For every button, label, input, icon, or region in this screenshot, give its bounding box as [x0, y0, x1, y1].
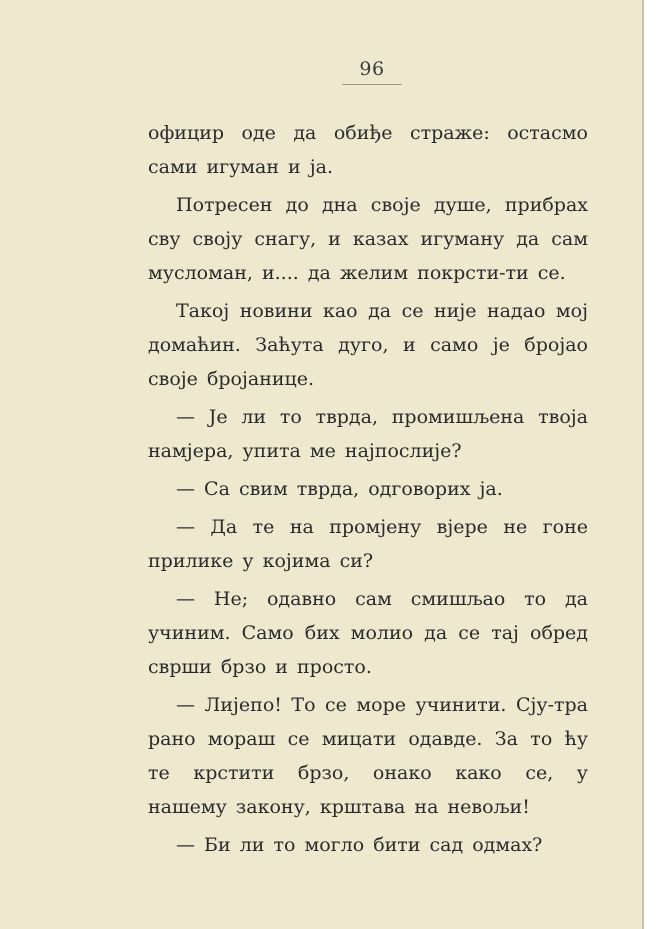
paragraph-4: — Је ли то тврда, промишљена твоја намјера, упита ме најпослије? — [148, 406, 588, 462]
page-number: 96 — [330, 58, 414, 85]
page-edge — [642, 0, 658, 929]
paragraph-5: — Са свим тврда, одговорих ја. — [176, 478, 503, 500]
paragraph-7: — Не; одавно сам смишљао то да учиним. Само бих молио да се тај обред сврши брзо и просто. — [148, 588, 588, 678]
paragraph-1: официр оде да обиђе страже: остасмо сами игуман и ја. — [148, 122, 588, 178]
paragraph-6: — Да те на промјену вјере не гоне прилике у којима си? — [148, 516, 588, 572]
paragraph-3: Такој новини као да се није надао мој домаћин. Заћута дуго, и само је бројао своје бројанице. — [148, 300, 588, 390]
paragraph-8: — Лијепо! То се море учинити. Сју-тра рано мораш се мицати одавде. За то ћу те крстити брзо, онако како се, у нашему закону, крштава на невољи! — [148, 694, 588, 818]
page-text — [148, 116, 588, 866]
paragraph-2: Потресен до дна своје душе, прибрах сву своју снагу, и казах игуману да сам мусломан, и.... да желим покрсти-ти се. — [148, 194, 588, 284]
paragraph-9: — Би ли то могло бити сад одмах? — [176, 834, 543, 856]
